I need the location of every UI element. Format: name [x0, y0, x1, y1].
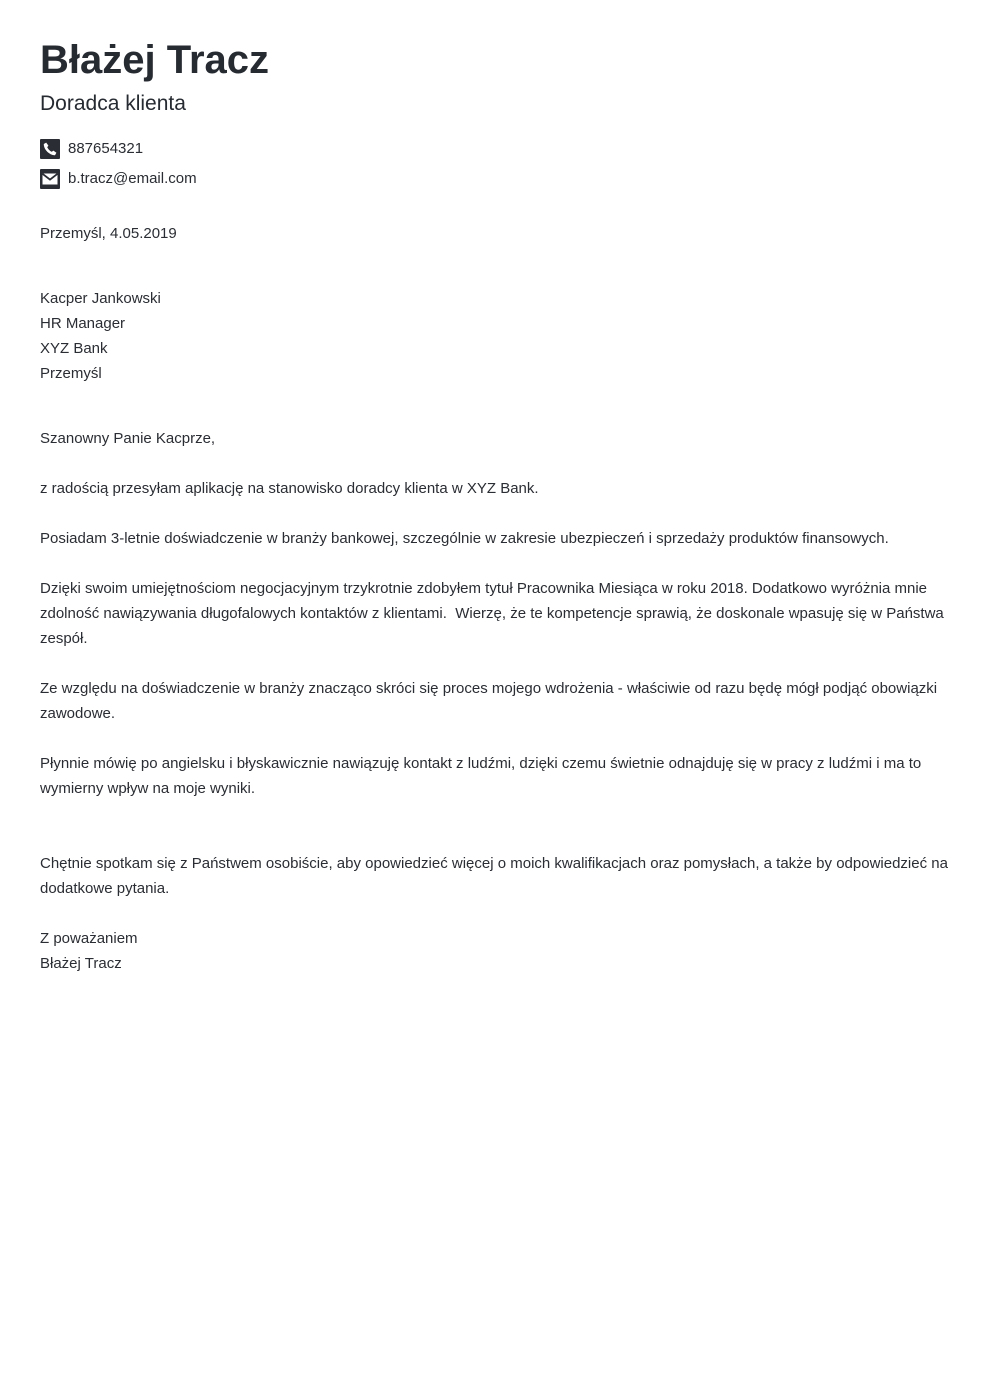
- email-row: [40, 169, 197, 189]
- phone-icon: [40, 139, 60, 159]
- applicant-name: Błażej Tracz: [40, 38, 270, 82]
- email-address[interactable]: b.tracz@email.com: [68, 170, 197, 187]
- recipient-company: XYZ Bank: [40, 340, 108, 357]
- phone-number[interactable]: 887654321: [68, 140, 144, 157]
- paragraph-onboarding: Ze względu na doświadczenie w branży znacząco skróci się proces mojego wdrożenia - właściwie od razu będę mógł podjąć obowiązki zawodowe.: [40, 680, 942, 722]
- paragraph-meeting: Chętnie spotkam się z Państwem osobiście, aby opowiedzieć więcej o moich kwalifikacjach oraz pomysłach, a także by odpowiedzieć na dodatkowe pytania.: [40, 855, 953, 897]
- place-and-date: Przemyśl, 4.05.2019: [40, 225, 177, 242]
- closing: Z poważaniem: [40, 930, 138, 947]
- signature: Błażej Tracz: [40, 955, 122, 972]
- recipient-position: HR Manager: [40, 315, 126, 332]
- phone-row: [40, 139, 143, 159]
- paragraph-languages: Płynnie mówię po angielsku i błyskawicznie nawiązuję kontakt z ludźmi, dzięki czemu świetnie odnajduję się w pracy z ludźmi i ma to wymierny wpływ na moje wyniki.: [40, 755, 926, 797]
- paragraph-skills: Dzięki swoim umiejętnościom negocjacyjnym trzykrotnie zdobyłem tytuł Pracownika Miesiąca w roku 2018. Dodatkowo wyróżnia mnie zdolność nawiązywania długofalowych kontaktów z klientami. Wierzę, że te kompetencje sprawią, że doskonale wpasuję się w Państwa zespół.: [40, 580, 948, 647]
- paragraph-intro: z radością przesyłam aplikację na stanowisko doradcy klienta w XYZ Bank.: [40, 480, 539, 497]
- envelope-icon: [40, 169, 60, 189]
- job-title: Doradca klienta: [40, 92, 186, 115]
- recipient-city: Przemyśl: [40, 365, 102, 382]
- paragraph-experience: Posiadam 3-letnie doświadczenie w branży bankowej, szczególnie w zakresie ubezpieczeń i sprzedaży produktów finansowych.: [40, 530, 889, 547]
- salutation: Szanowny Panie Kacprze,: [40, 430, 216, 447]
- recipient-name: Kacper Jankowski: [40, 290, 161, 307]
